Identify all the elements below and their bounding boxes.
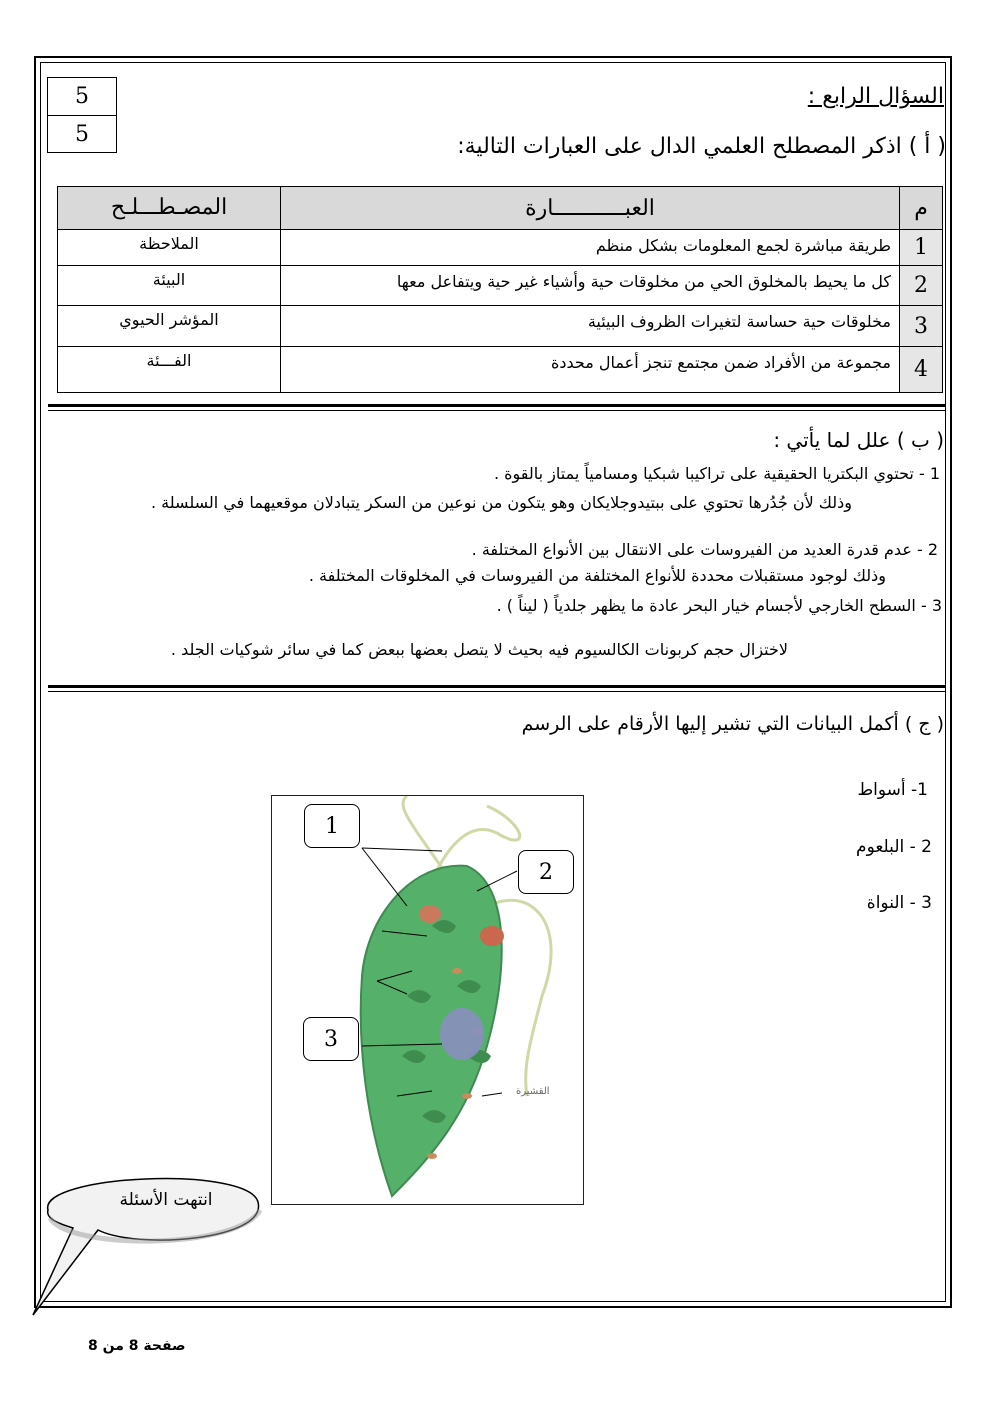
header-num: م xyxy=(900,187,943,230)
row-statement: مجموعة من الأفراد ضمن مجتمع تنجز أعمال محددة xyxy=(281,347,900,393)
header-statement: العبـــــــــــارة xyxy=(281,187,900,230)
reason-question-1: 1 - تحتوي البكتريا الحقيقية على تراكيبا شبكيا ومسامياً يمتاز بالقوة . xyxy=(493,464,940,483)
page-footer: صفحة 8 من 8 xyxy=(88,1338,186,1354)
row-num: 2 xyxy=(900,266,943,306)
speech-bubble xyxy=(28,1160,268,1320)
label-answer-1: 1- أسواط xyxy=(857,780,928,800)
part-a-heading: ( أ ) اذكر المصطلح العلمي الدال على العبارات التالية: xyxy=(457,134,946,159)
table-row xyxy=(58,306,943,347)
table-row xyxy=(58,347,943,393)
score-box xyxy=(47,77,117,153)
row-statement: مخلوقات حية حساسة لتغيرات الظروف البيئية xyxy=(281,306,900,347)
row-statement: طريقة مباشرة لجمع المعلومات بشكل منظم xyxy=(281,230,900,266)
row-num: 3 xyxy=(900,306,943,347)
section-divider xyxy=(48,404,946,411)
row-term: البيئة xyxy=(58,266,281,306)
bubble-text: انتهت الأسئلة xyxy=(119,1190,213,1210)
reason-answer-2: وذلك لوجود مستقبلات محددة للأنواع المختلفة من الفيروسات في المخلوقات المختلفة . xyxy=(308,566,886,585)
terms-table xyxy=(57,186,943,393)
label-answer-3: 3 - النواة xyxy=(866,893,932,913)
row-term: الفـــئة xyxy=(58,347,281,393)
table-row xyxy=(58,230,943,266)
reason-question-3: 3 - السطح الخارجي لأجسام خيار البحر عادة ما يظهر جلدياً ( ليناً ) . xyxy=(496,596,942,615)
table-header-row xyxy=(58,187,943,230)
row-statement: كل ما يحيط بالمخلوق الحي من مخلوقات حية وأشياء غير حية ويتفاعل معها xyxy=(281,266,900,306)
row-num: 1 xyxy=(900,230,943,266)
score-total: 5 xyxy=(48,78,116,116)
callout-2: 2 xyxy=(518,850,574,894)
part-c-heading: ( ج ) أكمل البيانات التي تشير إليها الأرقام على الرسم xyxy=(521,713,944,735)
reason-answer-1: وذلك لأن جُدُرها تحتوي على ببتيدوجلايكان وهو يتكون من نوعين من السكر يتبادلان موقعيهما في السلسلة . xyxy=(151,493,852,512)
question-title: السؤال الرابع : xyxy=(807,84,944,109)
reason-question-2: 2 - عدم قدرة العديد من الفيروسات على الانتقال بين الأنواع المختلفة . xyxy=(471,540,938,559)
table-row xyxy=(58,266,943,306)
row-term: المؤشر الحيوي xyxy=(58,306,281,347)
row-num: 4 xyxy=(900,347,943,393)
header-term: المصـطـــلـح xyxy=(58,187,281,230)
score-obtained: 5 xyxy=(75,122,89,147)
part-b-heading: ( ب ) علل لما يأتي : xyxy=(773,428,944,452)
figure-caption: القشيرة xyxy=(516,1086,550,1097)
label-answer-2: 2 - البلعوم xyxy=(856,837,932,857)
row-term: الملاحظة xyxy=(58,230,281,266)
callout-3: 3 xyxy=(303,1017,359,1061)
reason-answer-3: لاختزال حجم كربونات الكالسيوم فيه بحيث لا يتصل بعضها ببعض كما في سائر شوكيات الجلد . xyxy=(170,640,788,659)
callout-1: 1 xyxy=(304,804,360,848)
section-divider xyxy=(48,685,946,692)
